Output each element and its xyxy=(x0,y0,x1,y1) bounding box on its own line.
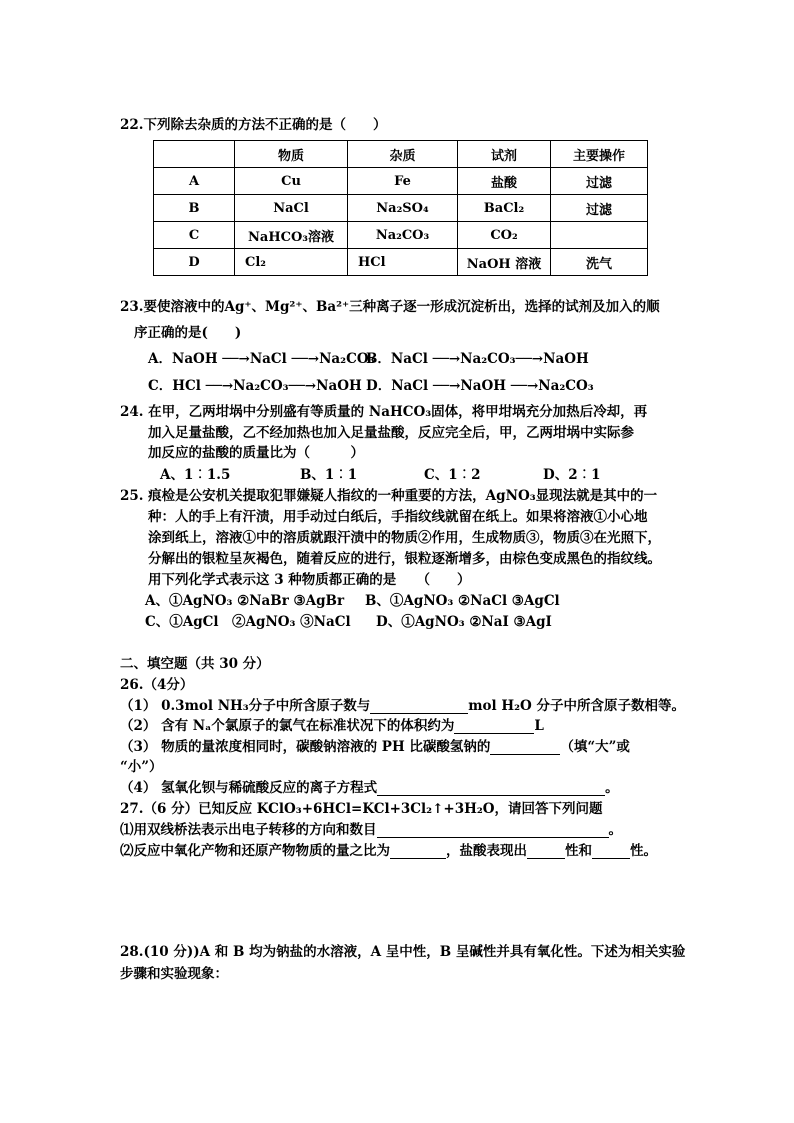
q27-part1 xyxy=(120,824,622,838)
q26-part2 xyxy=(120,720,544,734)
section-heading: 二、填空题（共 30 分） xyxy=(120,656,270,672)
answer-blank[interactable] xyxy=(370,713,468,714)
q23-option-c: C．HCl ──→Na₂CO₃──→NaOH xyxy=(148,378,362,394)
table-cell: Cl₂ xyxy=(235,249,348,276)
q25-option-d: D、①AgNO₃ ②NaI ③AgI xyxy=(376,614,552,630)
q27-part2-text-a: ⑵反应中氧化产物和还原产物物质的量之比为 xyxy=(120,843,390,859)
table-header: 主要操作 xyxy=(551,141,648,168)
table-cell: NaOH 溶液 xyxy=(458,249,551,276)
table-cell: NaCl xyxy=(235,195,348,222)
answer-blank[interactable] xyxy=(390,858,446,859)
q23-option-b: B．NaCl ──→Na₂CO₃──→NaOH xyxy=(366,351,589,367)
q28-line2: 步骤和实验现象： xyxy=(120,966,228,982)
q22-title: 22.下列除去杂质的方法不正确的是（ ） xyxy=(120,117,387,133)
q23-line1: 23.要使溶液中的Ag⁺、Mg²⁺、Ba²⁺三种离子逐一形成沉淀析出，选择的试剂及加入的顺 xyxy=(120,299,660,315)
table-cell: A xyxy=(154,168,235,195)
q26-part1-text-b: mol H₂O 分子中所含原子数相等。 xyxy=(468,698,685,714)
q24-option-d: D、2︰1 xyxy=(543,467,601,483)
q26-part3-cont: “小”） xyxy=(120,759,163,775)
table-cell: Na₂CO₃ xyxy=(348,222,458,249)
q26-part2-text-b: L xyxy=(534,718,544,734)
table-row xyxy=(154,195,648,222)
q24-option-b: B、1︰1 xyxy=(300,467,358,483)
q26-title: 26.（4分） xyxy=(120,677,194,693)
table-cell: NaHCO₃溶液 xyxy=(235,222,348,249)
q25-option-a: A、①AgNO₃ ②NaBr ③AgBr xyxy=(145,593,345,609)
q24-line2: 加入足量盐酸，乙不经加热也加入足量盐酸，反应完全后，甲，乙两坩埚中实际参 xyxy=(148,425,634,441)
q24-option-a: A、1︰1.5 xyxy=(160,467,231,483)
q25-line3: 涂到纸上，溶液①中的溶质就跟汗渍中的物质②作用，生成物质③，物质③在光照下， xyxy=(148,530,661,546)
table-row xyxy=(154,249,648,276)
q23-option-d: D．NaCl ──→NaOH ──→Na₂CO₃ xyxy=(366,378,594,394)
q24-line3: 加反应的盐酸的质量比为（ ） xyxy=(148,445,364,461)
q28-line1: 28.(10 分))A 和 B 均为钠盐的水溶液，A 呈中性，B 呈碱性并具有氧化性。下述为相关实验 xyxy=(120,944,686,960)
answer-blank[interactable] xyxy=(490,754,560,755)
table-cell: CO₂ xyxy=(458,222,551,249)
q26-part2-text-a: （2） 含有 Nₐ个氯原子的氯气在标准状况下的体积约为 xyxy=(120,718,455,734)
q24-line1: 24. 在甲，乙两坩埚中分别盛有等质量的 NaHCO₃固体，将甲坩埚充分加热后冷却，再 xyxy=(120,404,648,420)
q27-part2-text-b: ，盐酸表现出 xyxy=(446,843,527,859)
q26-part4-text-b: 。 xyxy=(605,780,619,796)
q25-line5: 用下列化学式表示这 3 种物质都正确的是 （ ） xyxy=(148,572,471,588)
q25-option-c: C、①AgCl ②AgNO₃ ③NaCl xyxy=(145,614,351,630)
table-cell: Fe xyxy=(348,168,458,195)
q25-line1: 25. 痕检是公安机关提取犯罪嫌疑人指纹的一种重要的方法，AgNO₃显现法就是其中的一 xyxy=(120,488,658,504)
q25-line4: 分解出的银粒呈灰褐色，随着反应的进行，银粒逐渐增多，由棕色变成黑色的指纹线。 xyxy=(148,551,661,567)
table-cell xyxy=(551,222,648,249)
table-cell: 过滤 xyxy=(551,168,648,195)
table-header: 物质 xyxy=(235,141,348,168)
q26-part4-text-a: （4） 氢氧化钡与稀硫酸反应的离子方程式 xyxy=(120,780,378,796)
q27-part2-text-d: 性。 xyxy=(630,843,657,859)
q26-part4 xyxy=(120,782,619,796)
table-cell: HCl xyxy=(348,249,458,276)
table-cell: C xyxy=(154,222,235,249)
table-cell: 过滤 xyxy=(551,195,648,222)
table-header: 杂质 xyxy=(348,141,458,168)
q26-part1-text-a: （1） 0.3mol NH₃分子中所含原子数与 xyxy=(120,698,371,714)
q22-table xyxy=(153,140,648,276)
q25-line2: 种：人的手上有汗渍，用手动过白纸后，手指纹线就留在纸上。如果将溶液①小心地 xyxy=(148,509,648,525)
q27-part1-text-a: ⑴用双线桥法表示出电子转移的方向和数目 xyxy=(120,822,377,838)
table-header xyxy=(154,141,235,168)
table-cell: D xyxy=(154,249,235,276)
q23-option-a: A．NaOH ──→NaCl ──→Na₂CO₃ xyxy=(148,351,375,367)
table-cell: 洗气 xyxy=(551,249,648,276)
table-header: 试剂 xyxy=(458,141,551,168)
table-header-row xyxy=(154,141,648,168)
table-row xyxy=(154,168,648,195)
table-row xyxy=(154,222,648,249)
table-cell: B xyxy=(154,195,235,222)
q27-part2-text-c: 性和 xyxy=(565,843,592,859)
q24-option-c: C、1︰2 xyxy=(424,467,481,483)
q26-part3 xyxy=(120,741,630,755)
q27-part1-text-b: 。 xyxy=(608,822,622,838)
table-cell: 盐酸 xyxy=(458,168,551,195)
q27-line1: 27.（6 分）已知反应 KClO₃+6HCl=KCl+3Cl₂↑+3H₂O，请回答下列问题 xyxy=(120,801,603,817)
answer-blank[interactable] xyxy=(377,837,609,838)
q26-part1 xyxy=(120,700,685,714)
answer-blank[interactable] xyxy=(377,795,605,796)
answer-blank[interactable] xyxy=(527,858,565,859)
table-cell: Na₂SO₄ xyxy=(348,195,458,222)
answer-blank[interactable] xyxy=(454,733,534,734)
q27-part2 xyxy=(120,845,657,859)
table-cell: BaCl₂ xyxy=(458,195,551,222)
q25-option-b: B、①AgNO₃ ②NaCl ③AgCl xyxy=(365,593,560,609)
q23-line2: 序正确的是( ) xyxy=(134,325,242,341)
q26-part3-text-b: （填“大”或 xyxy=(560,739,630,755)
table-cell: Cu xyxy=(235,168,348,195)
q26-part3-text-a: （3） 物质的量浓度相同时，碳酸钠溶液的 PH 比碳酸氢钠的 xyxy=(120,739,491,755)
answer-blank[interactable] xyxy=(592,858,630,859)
